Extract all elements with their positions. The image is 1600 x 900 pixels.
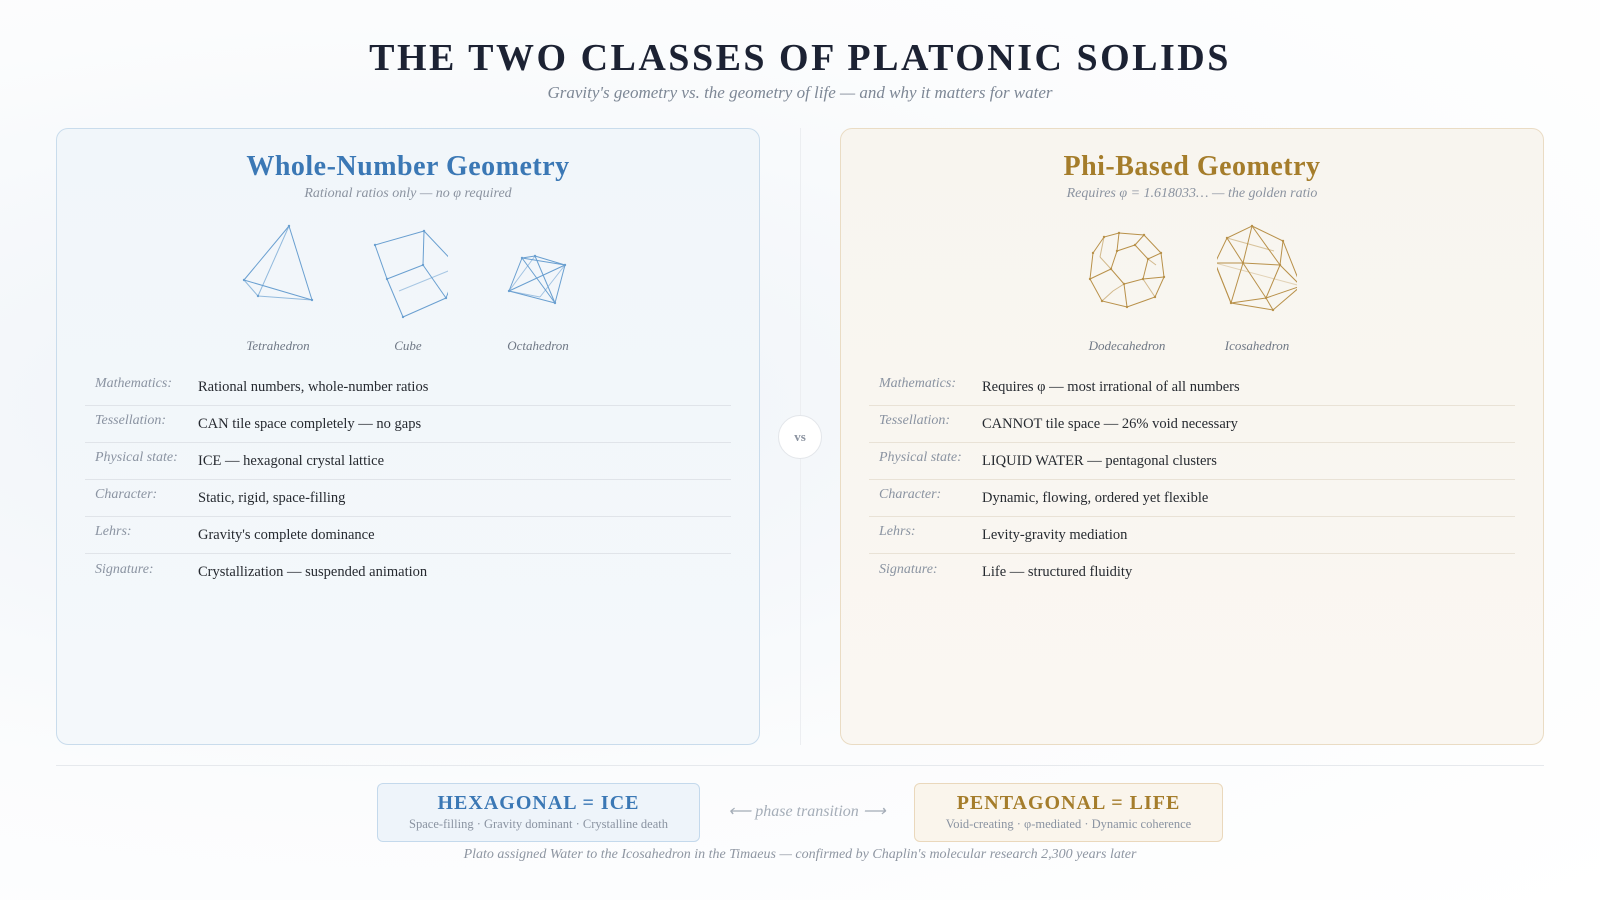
hexagonal-ice-box [377,783,700,842]
row-value: Dynamic, flowing, ordered yet flexible [982,489,1209,506]
ice-subtitle: Space-filling · Gravity dominant · Crystalline death [409,817,668,831]
row-key: Lehrs: [879,524,916,539]
row-key: Lehrs: [95,524,132,539]
row-value: ICE — hexagonal crystal lattice [198,452,385,469]
whole-number-panel [56,128,760,745]
solid-dodecahedron [1087,221,1167,361]
ice-title: HEXAGONAL = ICE [437,792,640,814]
panel-title: Phi-Based Geometry [1063,151,1321,182]
section-divider [56,765,1544,766]
solid-icosahedron [1217,221,1297,361]
row-value: Requires φ — most irrational of all numbers [982,378,1240,395]
table-row [869,443,1515,480]
row-value: Gravity's complete dominance [198,526,375,543]
row-value: Life — structured fluidity [982,564,1133,580]
panel-title: Whole-Number Geometry [246,151,570,182]
page-subtitle: Gravity's geometry vs. the geometry of life — and why it matters for water [547,83,1053,102]
row-value: LIQUID WATER — pentagonal clusters [982,452,1217,469]
solid-label: Icosahedron [1224,338,1290,353]
solids-row [841,221,1543,361]
row-key: Signature: [879,561,938,577]
property-table [85,369,731,591]
row-value: CAN tile space completely — no gaps [198,415,422,432]
solid-tetrahedron [238,221,318,361]
cube-icon [368,221,448,321]
row-value: Rational numbers, whole-number ratios [198,378,429,395]
table-row [869,369,1515,406]
table-row [869,480,1515,517]
solid-octahedron [498,221,578,361]
solid-label: Cube [394,338,422,353]
table-row [85,480,731,517]
life-subtitle: Void-creating · φ-mediated · Dynamic coherence [945,817,1192,831]
footnote: Plato assigned Water to the Icosahedron in the Timaeus — confirmed by Chaplin's molecular research 2,300 years later [463,847,1137,862]
phase-transition-label: ⟵ phase transition ⟶ [728,803,886,820]
table-row [869,554,1515,591]
solid-label: Dodecahedron [1088,338,1166,353]
icosahedron-icon [1217,221,1297,321]
solid-label: Tetrahedron [246,338,310,353]
panel-subtitle: Requires φ = 1.618033… — the golden ratio [1066,186,1318,201]
solid-label: Octahedron [507,338,569,353]
row-value: Static, rigid, space-filling [198,489,346,506]
table-row [85,406,731,443]
vs-badge: vs [778,415,822,459]
phi-based-panel [840,128,1544,745]
table-row [869,517,1515,554]
solid-cube [368,221,448,361]
dodecahedron-icon [1087,221,1167,321]
row-key: Physical state: [95,450,178,465]
panel-subtitle: Rational ratios only — no φ required [304,186,512,201]
octahedron-icon [498,221,578,321]
row-key: Character: [879,487,942,502]
table-row [85,443,731,480]
row-key: Mathematics: [879,376,956,391]
page-title: THE TWO CLASSES OF PLATONIC SOLIDS [369,37,1231,79]
row-key: Signature: [95,561,154,577]
row-value: Levity-gravity mediation [982,526,1128,543]
table-row [85,369,731,406]
table-row [85,554,731,591]
row-key: Tessellation: [95,413,167,428]
life-title: PENTAGONAL = LIFE [956,792,1181,814]
row-value: Crystallization — suspended animation [198,564,428,580]
pentagonal-life-box [914,783,1223,842]
table-row [85,517,731,554]
row-key: Physical state: [879,450,962,465]
row-key: Tessellation: [879,413,951,428]
row-value: CANNOT tile space — 26% void necessary [982,415,1238,432]
row-key: Mathematics: [95,376,172,391]
table-row [869,406,1515,443]
solids-row [57,221,759,361]
tetrahedron-icon [238,221,318,321]
property-table [869,369,1515,591]
row-key: Character: [95,487,158,502]
